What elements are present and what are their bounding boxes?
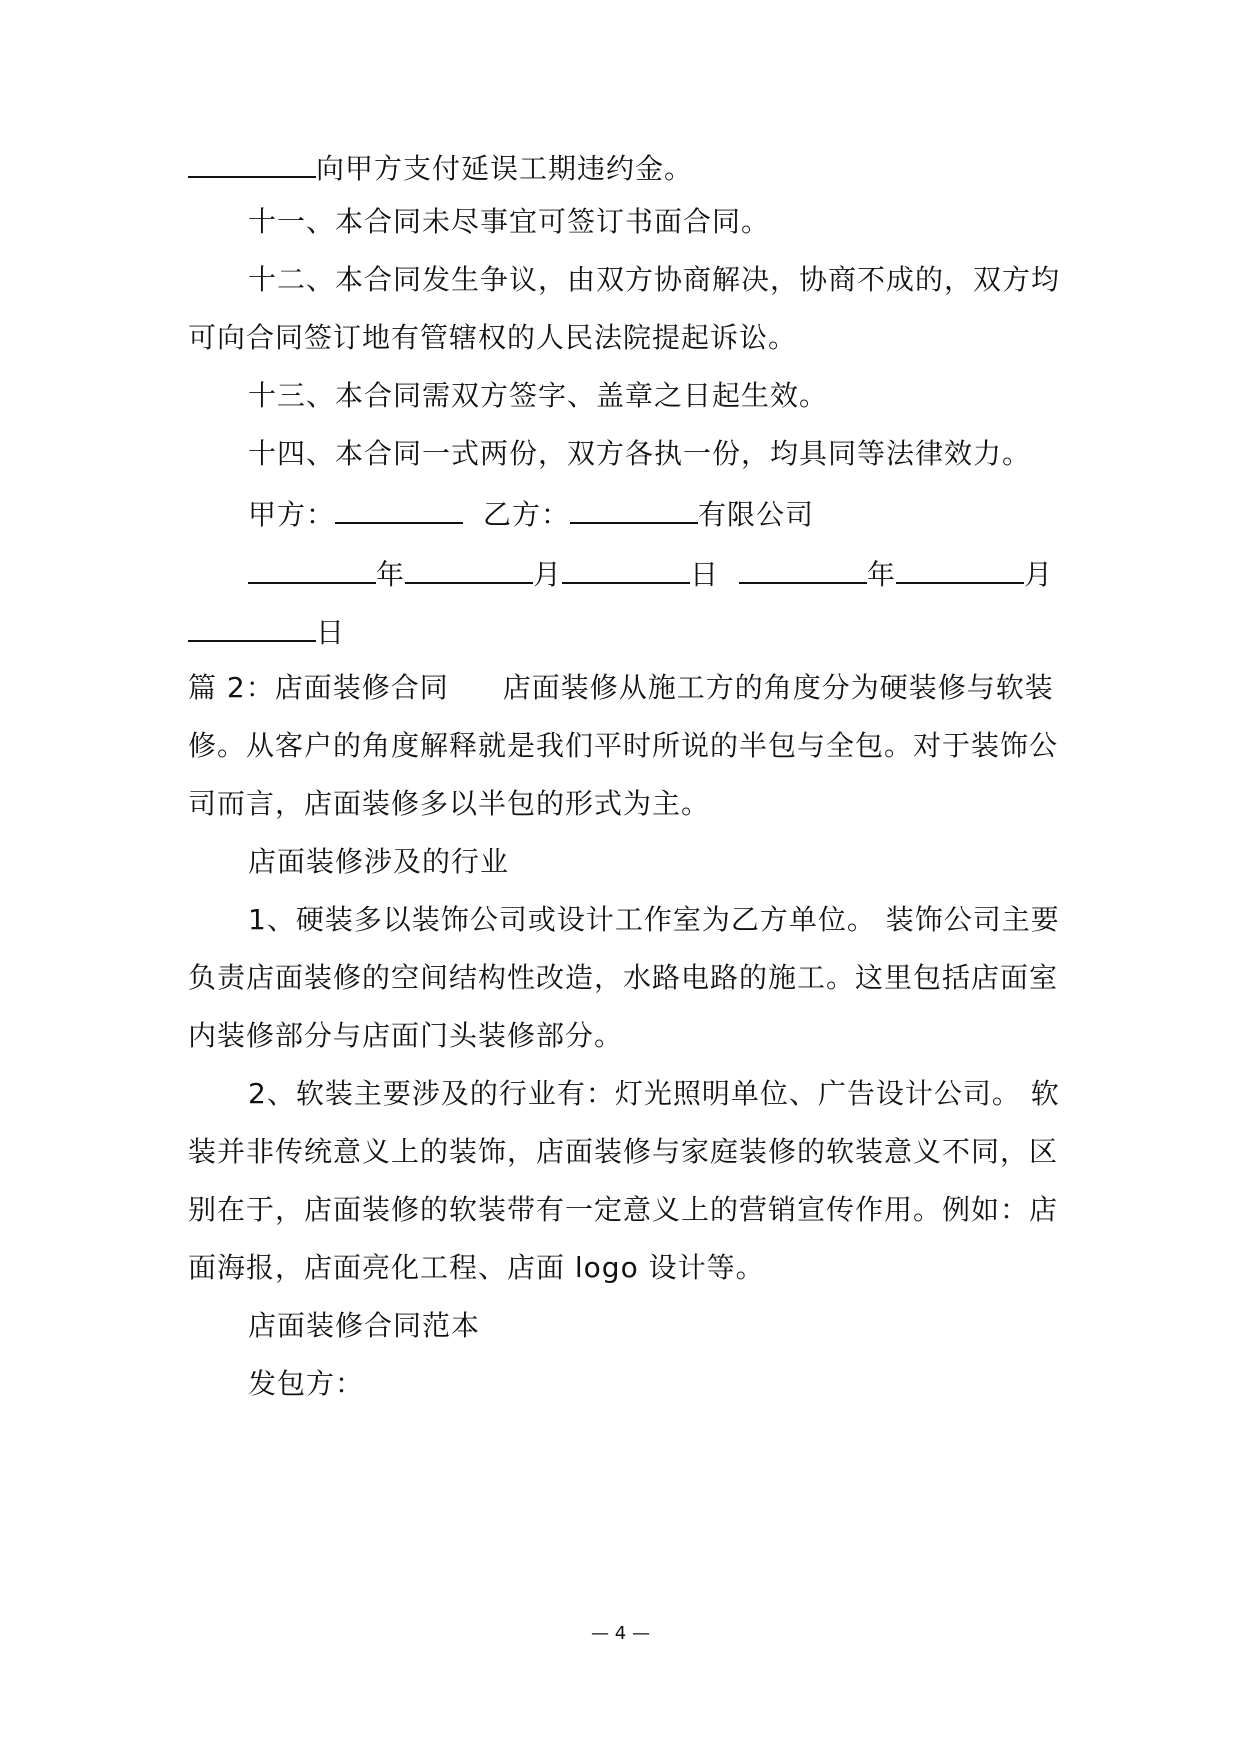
clause-14: [248, 434, 1031, 474]
text-line: [188, 958, 1058, 998]
page-number: — 4 —: [591, 1623, 650, 1644]
line-text: 修。从客户的角度解释就是我们平时所说的半包与全包。对于装饰公: [188, 729, 1059, 762]
line-text: 十二、本合同发生争议，由双方协商解决，协商不成的，双方均: [248, 263, 1061, 296]
line-text: 面海报，店面亮化工程、店面 logo 设计等。: [188, 1251, 765, 1284]
text-line: [188, 1132, 1058, 1172]
fill-in-blank: [562, 552, 690, 584]
signature-dates: [248, 552, 1053, 595]
fill-in-blank: [570, 492, 698, 524]
line-text: 别在于，店面装修的软装带有一定意义上的营销宣传作用。例如：店: [188, 1193, 1059, 1226]
month-label: 月: [533, 558, 563, 591]
clause-12: [248, 260, 1060, 300]
line-text: 店面装修从施工方的角度分为硬装修与软装: [502, 671, 1054, 704]
year-label: 年: [376, 558, 406, 591]
line-text: 十四、本合同一式两份，双方各执一份，均具同等法律效力。: [248, 437, 1032, 470]
field-label: [248, 1364, 364, 1404]
day-label: 日: [690, 558, 720, 591]
fill-in-blank: [896, 552, 1024, 584]
signature-parties: [248, 492, 814, 535]
text-line: [188, 1190, 1058, 1230]
line-text: 十一、本合同未尽事宜可签订书面合同。: [248, 205, 771, 238]
clause-13: [248, 376, 828, 416]
text-line: [188, 1248, 765, 1288]
line-text: 十三、本合同需双方签字、盖章之日起生效。: [248, 379, 829, 412]
line-text: 发包方：: [248, 1367, 365, 1400]
fill-in-blank: [188, 610, 316, 642]
line-text: 可向合同签订地有管辖权的人民法院提起诉讼。: [188, 321, 798, 354]
section-title: 篇 2：店面装修合同: [188, 671, 449, 704]
fill-in-blank: [248, 552, 376, 584]
month-label: 月: [1024, 558, 1054, 591]
clause-11: [248, 202, 770, 242]
fill-in-blank: [335, 492, 463, 524]
text-line: [188, 318, 797, 358]
line-text: 内装修部分与店面门头装修部分。: [188, 1019, 624, 1052]
text-line: [188, 726, 1058, 766]
company-suffix: 有限公司: [698, 498, 815, 531]
signature-dates-cont: [188, 610, 345, 653]
subheading: [248, 842, 509, 882]
list-item-2: [248, 1074, 1060, 1114]
party-b-label: 乙方：: [483, 498, 571, 531]
line-text: 店面装修涉及的行业: [248, 845, 510, 878]
fill-in-blank: [405, 552, 533, 584]
list-item-1: [248, 900, 1060, 940]
section-2-heading: [188, 668, 1054, 708]
year-label: 年: [867, 558, 897, 591]
text-line: [188, 784, 710, 824]
line-text: 2、软装主要涉及的行业有：灯光照明单位、广告设计公司。 软: [248, 1077, 1060, 1110]
line-text: 装并非传统意义上的装饰，店面装修与家庭装修的软装意义不同，区: [188, 1135, 1059, 1168]
fill-in-blank: [739, 552, 867, 584]
line-text: 店面装修合同范本: [248, 1309, 481, 1342]
fill-in-blank: [188, 146, 316, 178]
party-a-label: 甲方：: [248, 498, 336, 531]
line-text: 司而言，店面装修多以半包的形式为主。: [188, 787, 711, 820]
text-line: [188, 146, 693, 189]
line-text: 负责店面装修的空间结构性改造，水路电路的施工。这里包括店面室: [188, 961, 1059, 994]
subheading: [248, 1306, 480, 1346]
text-line: [188, 1016, 623, 1056]
line-text: 向甲方支付延误工期违约金。: [316, 152, 694, 185]
day-label: 日: [316, 616, 346, 649]
line-text: 1、硬装多以装饰公司或设计工作室为乙方单位。 装饰公司主要: [248, 903, 1060, 936]
